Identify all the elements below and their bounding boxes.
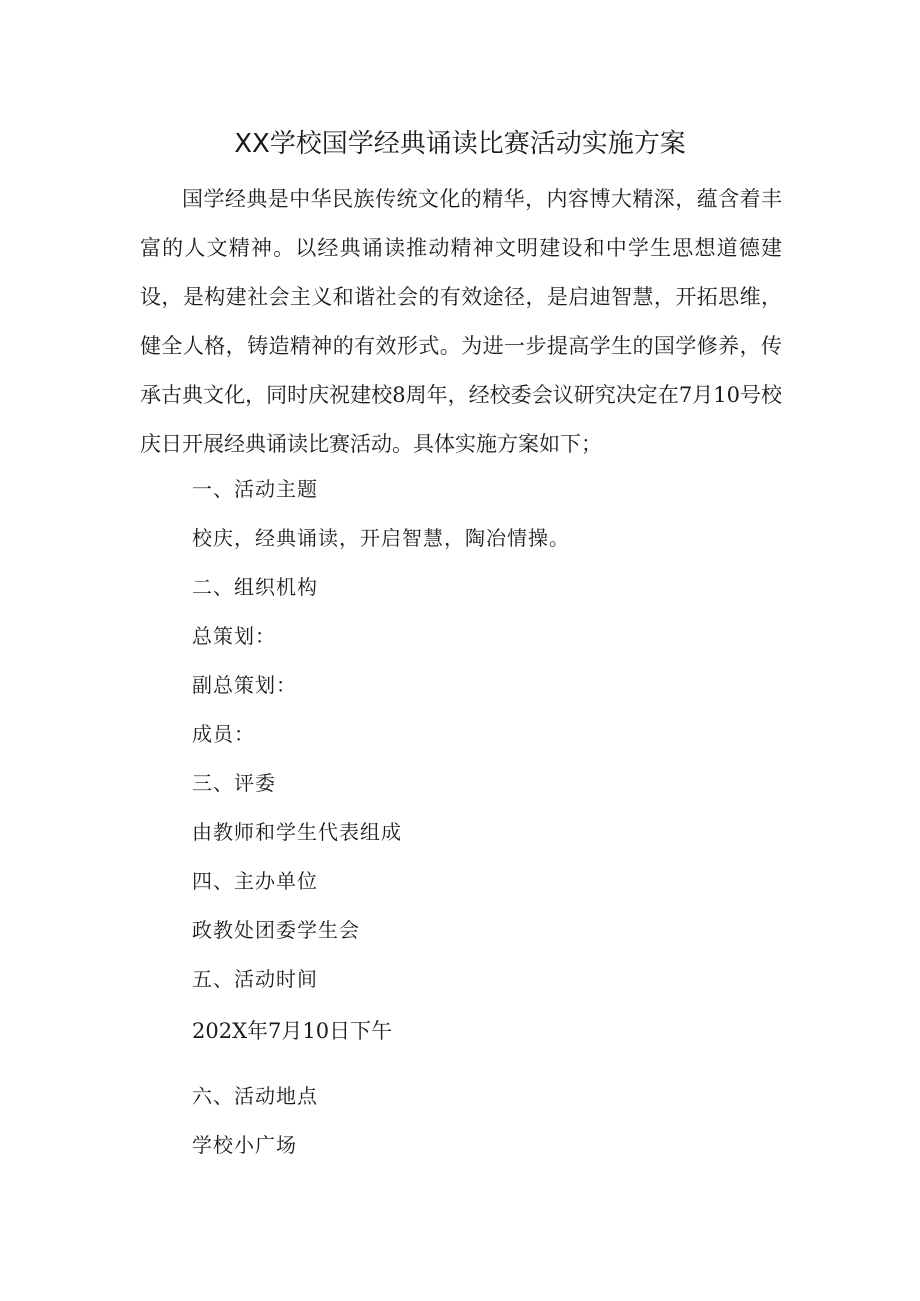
intro-paragraph: 国学经典是中华民族传统文化的精华，内容博大精深，蕴含着丰富的人文精神。以经典诵读推动精神文明建设和中学生思想道德建设，是构建社会主义和谐社会的有效途径，是启迪智慧，开拓思维，健全人格，铸造精神的有效形式。为进一步提高学生的国学修养，传承古典文化，同时庆祝建校8周年，经校委会议研究决定在7月10号校庆日开展经典诵读比赛活动。具体实施方案如下； [140,187,782,456]
section-body-venue: 学校小广场 [192,1133,297,1157]
section-body-time: 202X年7月10日下午 [192,1019,393,1043]
org-line-members: 成员： [192,722,255,746]
section-heading-judges: 三、评委 [192,771,276,795]
section-body-host: 政教处团委学生会 [192,918,360,942]
org-line-deputy-planner: 副总策划： [192,673,297,697]
section-heading-theme: 一、活动主题 [192,477,318,501]
section-heading-organization: 二、组织机构 [192,575,318,599]
section-heading-venue: 六、活动地点 [192,1084,318,1108]
section-heading-host: 四、主办单位 [192,869,318,893]
section-heading-time: 五、活动时间 [192,967,318,991]
org-line-chief-planner: 总策划： [192,624,276,648]
document-title: XX学校国学经典诵读比赛活动实施方案 [234,129,686,159]
section-body-theme: 校庆，经典诵读，开启智慧，陶冶情操。 [192,526,570,550]
section-body-judges: 由教师和学生代表组成 [192,820,402,844]
